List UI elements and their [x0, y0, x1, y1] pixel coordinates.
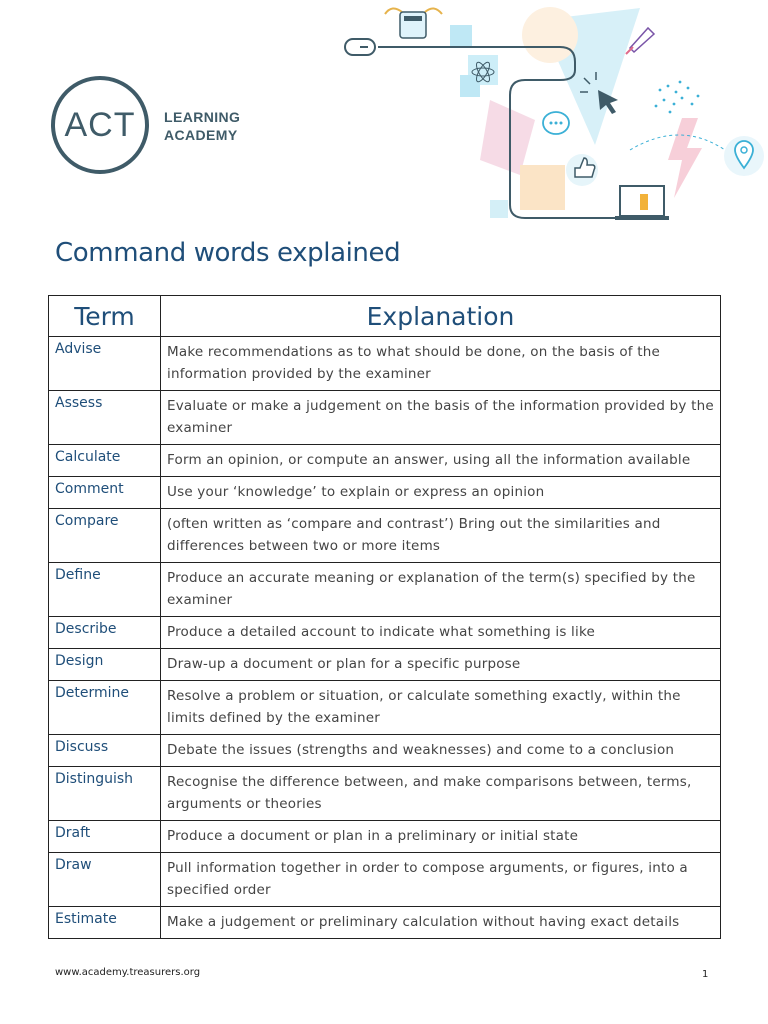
command-words-table	[48, 295, 721, 939]
explanation-cell: Recognise the difference between, and make comparisons between, terms, arguments or theories	[161, 767, 721, 821]
term-column-header: Term	[49, 296, 161, 337]
explanation-cell: Resolve a problem or situation, or calculate something exactly, within the limits defined by the examiner	[161, 681, 721, 735]
explanation-cell: Evaluate or make a judgement on the basis of the information provided by the examiner	[161, 391, 721, 445]
term-cell: Determine	[49, 681, 161, 735]
table-header-row	[49, 296, 721, 337]
calculator-icon	[385, 8, 442, 38]
term-cell: Distinguish	[49, 767, 161, 821]
dots-burst	[655, 81, 700, 114]
explanation-cell: Make a judgement or preliminary calculation without having exact details	[161, 907, 721, 939]
term-cell: Advise	[49, 337, 161, 391]
explanation-cell: Pull information together in order to compose arguments, or figures, into a specified order	[161, 853, 721, 907]
orange-block	[520, 165, 565, 210]
table-row	[49, 853, 721, 907]
thumbs-up-icon	[566, 154, 598, 186]
chat-icon	[543, 112, 569, 134]
header-illustration	[330, 0, 768, 235]
table-row	[49, 681, 721, 735]
term-cell: Define	[49, 563, 161, 617]
table-body	[49, 337, 721, 939]
explanation-cell: Form an opinion, or compute an answer, using all the information available	[161, 445, 721, 477]
term-cell: Design	[49, 649, 161, 681]
table-row	[49, 391, 721, 445]
table-row	[49, 821, 721, 853]
explanation-cell: Produce a detailed account to indicate what something is like	[161, 617, 721, 649]
term-cell: Compare	[49, 509, 161, 563]
table-row	[49, 617, 721, 649]
logo-mark: ACT	[64, 105, 136, 144]
pink-shape	[480, 100, 535, 175]
term-cell: Comment	[49, 477, 161, 509]
page-number: 1	[702, 969, 709, 980]
term-cell: Calculate	[49, 445, 161, 477]
explanation-cell: Use your ‘knowledge’ to explain or express an opinion	[161, 477, 721, 509]
term-cell: Discuss	[49, 735, 161, 767]
explanation-cell: Draw-up a document or plan for a specific purpose	[161, 649, 721, 681]
table-row	[49, 337, 721, 391]
explanation-cell: Produce an accurate meaning or explanation of the term(s) specified by the examiner	[161, 563, 721, 617]
table-row	[49, 445, 721, 477]
table-row	[49, 735, 721, 767]
page-title: Command words explained	[55, 238, 401, 268]
term-cell: Draft	[49, 821, 161, 853]
act-logo	[51, 76, 299, 176]
footer-url: www.academy.treasurers.org	[55, 967, 201, 978]
logo-line-2: ACADEMY	[164, 127, 238, 143]
explanation-cell: Make recommendations as to what should be done, on the basis of the information provided by the examiner	[161, 337, 721, 391]
term-cell: Assess	[49, 391, 161, 445]
square-cyan-1	[450, 25, 472, 47]
square-cyan-4	[490, 200, 508, 218]
explanation-column-header: Explanation	[161, 296, 721, 337]
table-row	[49, 509, 721, 563]
term-cell: Draw	[49, 853, 161, 907]
logo-wordmark	[164, 108, 240, 144]
term-cell: Describe	[49, 617, 161, 649]
table-row	[49, 649, 721, 681]
mouse-icon	[345, 39, 375, 55]
explanation-cell: Produce a document or plan in a preliminary or initial state	[161, 821, 721, 853]
striped-sun	[522, 7, 578, 63]
explanation-cell: (often written as ‘compare and contrast’) Bring out the similarities and differences between two or more items	[161, 509, 721, 563]
logo-circle	[51, 76, 149, 174]
location-pin-icon	[724, 136, 764, 176]
term-cell: Estimate	[49, 907, 161, 939]
table-row	[49, 563, 721, 617]
table-row	[49, 767, 721, 821]
laptop-icon	[615, 186, 669, 220]
lightning-icon	[668, 118, 702, 198]
table-row	[49, 477, 721, 509]
logo-line-1: LEARNING	[164, 109, 241, 125]
explanation-cell: Debate the issues (strengths and weaknesses) and come to a conclusion	[161, 735, 721, 767]
table-row	[49, 907, 721, 939]
